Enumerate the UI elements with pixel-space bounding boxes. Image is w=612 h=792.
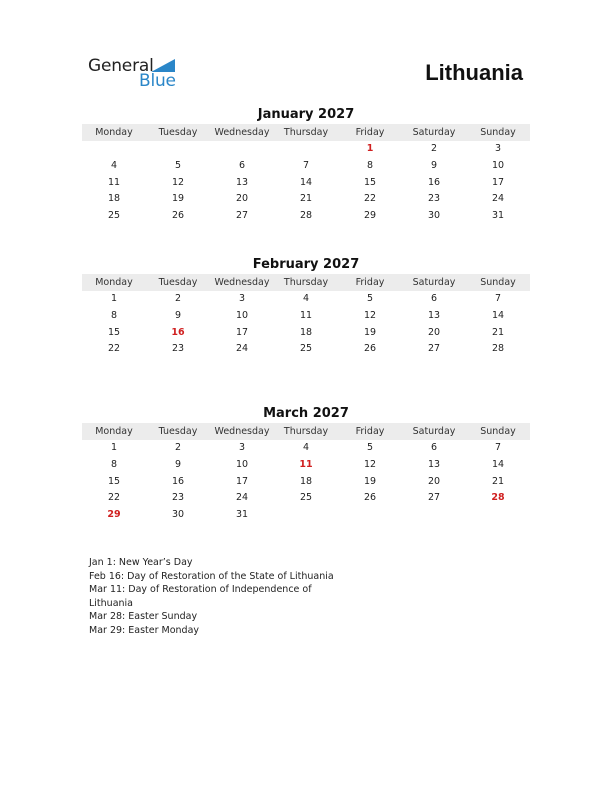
day-cell: 27 xyxy=(427,492,441,504)
month-march xyxy=(82,405,530,524)
day-cell: 20 xyxy=(427,475,441,487)
day-cell: 3 xyxy=(494,143,502,154)
day-cell xyxy=(82,141,146,158)
day-cell: 3 xyxy=(238,442,246,453)
day-cell: 16 xyxy=(171,326,185,338)
weekday-header-row xyxy=(82,274,530,291)
day-cell: 9 xyxy=(430,159,438,171)
weekday-header: Thursday xyxy=(283,127,329,138)
day-cell: 3 xyxy=(238,293,246,304)
weekday-header-row xyxy=(82,423,530,440)
day-cell: 22 xyxy=(107,343,121,355)
day-cell: 6 xyxy=(238,159,246,171)
weekday-header: Monday xyxy=(95,127,133,138)
weekday-header: Thursday xyxy=(283,426,329,437)
day-cell xyxy=(274,507,338,524)
day-cell: 23 xyxy=(171,343,185,355)
day-cell: 13 xyxy=(235,176,249,188)
holiday-note: Feb 16: Day of Restoration of the State of Lithuania xyxy=(89,570,334,582)
weekday-header: Wednesday xyxy=(214,127,270,138)
day-cell: 10 xyxy=(491,159,505,171)
day-cell: 19 xyxy=(363,326,377,338)
month-february xyxy=(82,256,530,358)
day-cell: 6 xyxy=(430,293,438,304)
day-cell xyxy=(466,507,530,524)
day-cell: 23 xyxy=(171,492,185,504)
day-cell xyxy=(338,507,402,524)
day-cell: 20 xyxy=(235,193,249,205)
weekday-header: Monday xyxy=(95,426,133,437)
day-cell: 21 xyxy=(491,475,505,487)
week-row xyxy=(82,158,530,175)
day-cell: 9 xyxy=(174,458,182,470)
month-title: January 2027 xyxy=(257,107,355,122)
week-row xyxy=(82,325,530,342)
day-cell: 30 xyxy=(171,509,185,521)
week-row xyxy=(82,341,530,358)
day-cell: 12 xyxy=(363,309,377,321)
weekday-header: Wednesday xyxy=(214,426,270,437)
day-cell: 14 xyxy=(299,176,313,188)
day-cell: 24 xyxy=(491,193,505,205)
day-cell: 26 xyxy=(363,492,377,504)
day-cell: 14 xyxy=(491,458,505,470)
day-cell: 29 xyxy=(363,210,377,222)
day-cell: 19 xyxy=(171,193,185,205)
day-cell: 7 xyxy=(494,442,502,453)
day-cell: 24 xyxy=(235,343,249,355)
day-cell: 22 xyxy=(363,193,377,205)
day-cell: 28 xyxy=(491,492,505,504)
holiday-note: Mar 28: Easter Sunday xyxy=(89,611,198,622)
holiday-note: Mar 11: Day of Restoration of Independence of xyxy=(89,584,312,595)
day-cell: 23 xyxy=(427,193,441,205)
day-cell: 31 xyxy=(235,509,249,521)
day-cell: 25 xyxy=(107,210,121,222)
week-row xyxy=(82,141,530,158)
day-cell: 1 xyxy=(110,442,118,453)
day-cell: 17 xyxy=(491,176,505,188)
week-row xyxy=(82,175,530,192)
day-cell: 10 xyxy=(235,309,249,321)
weekday-header: Saturday xyxy=(412,426,456,437)
day-cell: 18 xyxy=(299,326,313,338)
day-cell: 19 xyxy=(363,475,377,487)
day-cell: 2 xyxy=(430,143,438,154)
day-cell: 5 xyxy=(366,293,374,304)
holiday-note: Jan 1: New Year’s Day xyxy=(89,557,193,568)
weekday-header: Friday xyxy=(355,127,385,138)
holiday-note: Lithuania xyxy=(89,597,134,609)
weekday-header: Monday xyxy=(95,277,133,288)
day-cell: 17 xyxy=(235,475,249,487)
day-cell: 22 xyxy=(107,492,121,504)
day-cell: 11 xyxy=(299,458,313,470)
weekday-header: Saturday xyxy=(412,127,456,138)
day-cell: 8 xyxy=(366,159,374,171)
week-row xyxy=(82,507,530,524)
month-title: February 2027 xyxy=(252,257,360,272)
day-cell: 20 xyxy=(427,326,441,338)
day-cell: 16 xyxy=(171,475,185,487)
day-cell: 28 xyxy=(299,210,313,222)
weekday-header: Thursday xyxy=(283,277,329,288)
day-cell: 9 xyxy=(174,309,182,321)
week-row xyxy=(82,490,530,507)
day-cell: 11 xyxy=(299,309,313,321)
week-row xyxy=(82,308,530,325)
week-row xyxy=(82,291,530,308)
weekday-header: Saturday xyxy=(412,277,456,288)
day-cell: 27 xyxy=(427,343,441,355)
day-cell: 25 xyxy=(299,492,313,504)
week-row xyxy=(82,208,530,225)
holiday-note: Mar 29: Easter Monday xyxy=(89,624,200,636)
day-cell xyxy=(402,507,466,524)
day-cell: 7 xyxy=(302,159,310,171)
day-cell: 14 xyxy=(491,309,505,321)
day-cell: 13 xyxy=(427,458,441,470)
day-cell: 25 xyxy=(299,343,313,355)
logo-text-blue: Blue xyxy=(139,71,176,91)
month-title: March 2027 xyxy=(263,406,349,421)
day-cell: 15 xyxy=(107,326,121,338)
day-cell: 17 xyxy=(235,326,249,338)
day-cell: 31 xyxy=(491,210,505,222)
week-row xyxy=(82,440,530,457)
day-cell: 15 xyxy=(363,176,377,188)
day-cell: 29 xyxy=(107,509,121,521)
day-cell: 4 xyxy=(302,442,310,453)
weekday-header: Tuesday xyxy=(158,277,198,288)
day-cell: 13 xyxy=(427,309,441,321)
day-cell xyxy=(274,141,338,158)
day-cell: 8 xyxy=(110,458,118,470)
weekday-header: Friday xyxy=(355,426,385,437)
holiday-notes xyxy=(89,556,339,637)
day-cell: 15 xyxy=(107,475,121,487)
week-row xyxy=(82,191,530,208)
day-cell: 26 xyxy=(363,343,377,355)
day-cell: 30 xyxy=(427,210,441,222)
day-cell: 4 xyxy=(302,293,310,304)
weekday-header: Tuesday xyxy=(158,127,198,138)
country-title: Lithuania xyxy=(425,60,523,85)
weekday-header: Sunday xyxy=(480,277,516,288)
weekday-header: Tuesday xyxy=(158,426,198,437)
day-cell xyxy=(146,141,210,158)
logo-text-general: General xyxy=(88,56,154,76)
day-cell: 18 xyxy=(299,475,313,487)
day-cell: 5 xyxy=(174,159,182,171)
day-cell: 12 xyxy=(363,458,377,470)
weekday-header: Friday xyxy=(355,277,385,288)
month-january xyxy=(82,106,530,225)
day-cell: 28 xyxy=(491,343,505,355)
generalblue-logo xyxy=(88,56,188,92)
day-cell: 5 xyxy=(366,442,374,453)
day-cell: 18 xyxy=(107,193,121,205)
day-cell: 10 xyxy=(235,458,249,470)
day-cell: 4 xyxy=(110,159,118,171)
day-cell: 7 xyxy=(494,293,502,304)
day-cell: 26 xyxy=(171,210,185,222)
weekday-header: Wednesday xyxy=(214,277,270,288)
day-cell: 2 xyxy=(174,293,182,304)
day-cell: 12 xyxy=(171,176,185,188)
day-cell: 6 xyxy=(430,442,438,453)
day-cell xyxy=(210,141,274,158)
day-cell: 27 xyxy=(235,210,249,222)
day-cell: 8 xyxy=(110,309,118,321)
day-cell: 11 xyxy=(107,176,121,188)
weekday-header: Sunday xyxy=(480,127,516,138)
weekday-header: Sunday xyxy=(480,426,516,437)
week-row xyxy=(82,474,530,491)
weekday-header-row xyxy=(82,124,530,141)
day-cell: 24 xyxy=(235,492,249,504)
day-cell: 21 xyxy=(491,326,505,338)
day-cell: 16 xyxy=(427,176,441,188)
day-cell: 1 xyxy=(366,143,374,154)
day-cell: 2 xyxy=(174,442,182,453)
day-cell: 21 xyxy=(299,193,313,205)
day-cell: 1 xyxy=(110,293,118,304)
week-row xyxy=(82,457,530,474)
